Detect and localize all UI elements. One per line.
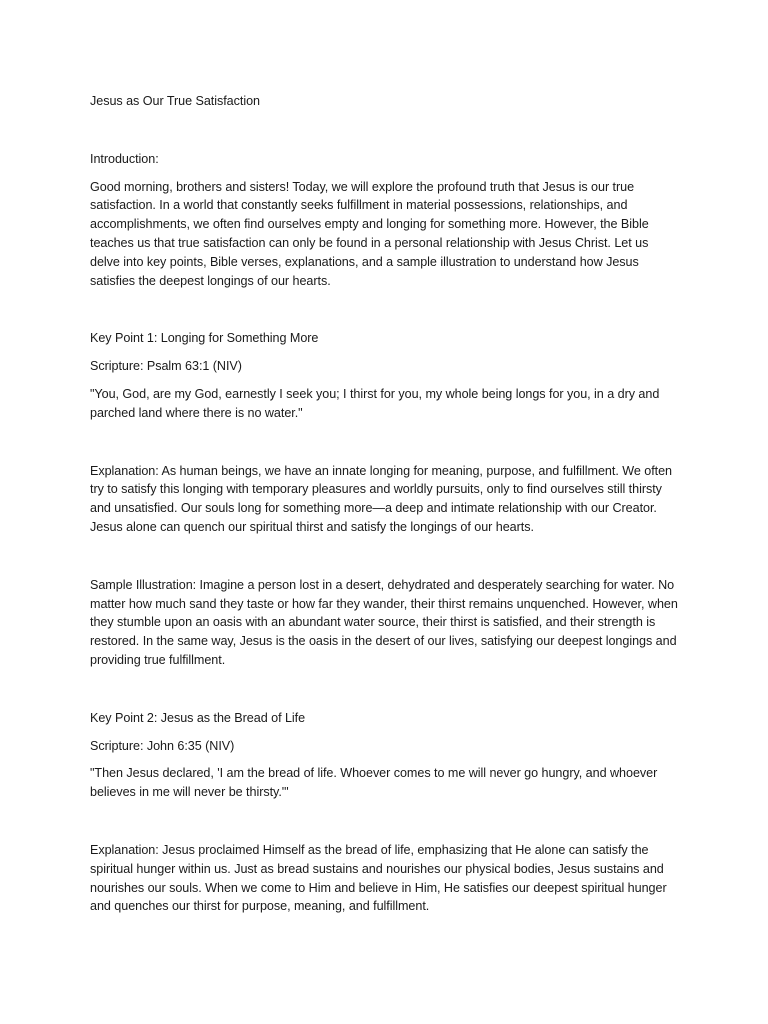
key-point-1-scripture: Scripture: Psalm 63:1 (NIV) <box>90 359 242 374</box>
document-body <box>90 92 680 925</box>
key-point-1-explanation: Explanation: As human beings, we have an innate longing for meaning, purpose, and fulfillment. We often try to satisfy this longing with temporary pleasures and worldly pursuits, only to find ourselves still thirsty and unsatisfied. Our souls long for something more—a deep and intimate relationship with our Creator. Jesus alone can quench our spiritual thirst and satisfy the longings of our hearts. <box>90 463 673 534</box>
key-point-2-explanation: Explanation: Jesus proclaimed Himself as the bread of life, emphasizing that He alone can satisfy the spiritual hunger within us. Just as bread sustains and nourishes our physical bodies, Jesus sustains and nourishes our souls. When we come to Him and believe in Him, He satisfies our deepest spiritual hunger and quenches our thirst for purpose, meaning, and fulfillment. <box>90 842 667 914</box>
introduction-text: Good morning, brothers and sisters! Today, we will explore the profound truth that Jesus is our true satisfaction. In a world that constantly seeks fulfillment in material possessions, relationships, and accomplishments, we often find ourselves empty and longing for something more. However, the Bible teaches us that true satisfaction can only be found in a personal relationship with Jesus Christ. Let us delve into key points, Bible verses, explanations, and a sample illustration to understand how Jesus satisfies the deepest longings of our hearts. <box>90 179 649 288</box>
key-point-2-scripture: Scripture: John 6:35 (NIV) <box>90 738 235 753</box>
document-title: Jesus as Our True Satisfaction <box>90 94 260 108</box>
introduction-heading: Introduction: <box>90 151 159 166</box>
key-point-2-heading: Key Point 2: Jesus as the Bread of Life <box>90 710 306 725</box>
key-point-2-quote: "Then Jesus declared, 'I am the bread of life. Whoever comes to me will never go hungry, and whoever believes in me will never be thirsty.'" <box>90 766 658 800</box>
key-point-1-quote: "You, God, are my God, earnestly I seek you; I thirst for you, my whole being longs for you, in a dry and parched land where there is no water." <box>90 386 660 420</box>
key-point-1-illustration: Sample Illustration: Imagine a person lost in a desert, dehydrated and desperately searching for water. No matter how much sand they taste or how far they wander, their thirst remains unquenched. However, when they stumble upon an oasis with an abundant water source, their thirst is satisfied, and their strength is restored. In the same way, Jesus is the oasis in the desert of our lives, satisfying our deepest longings and providing true fulfillment. <box>90 577 678 667</box>
key-point-1-heading: Key Point 1: Longing for Something More <box>90 331 319 346</box>
